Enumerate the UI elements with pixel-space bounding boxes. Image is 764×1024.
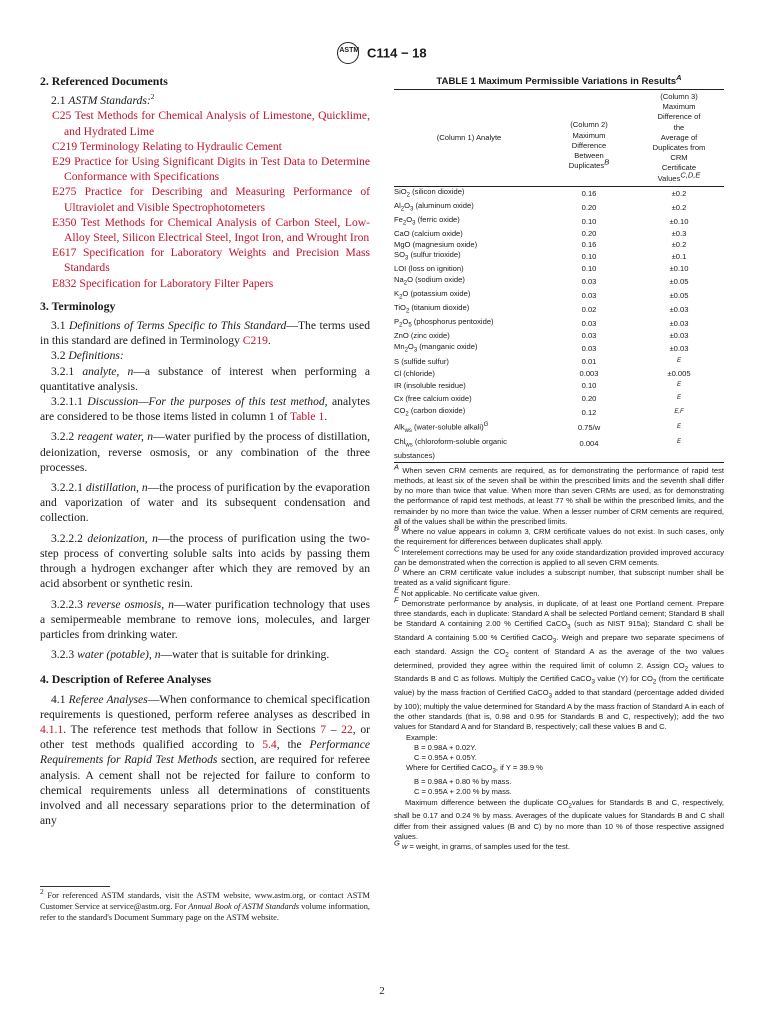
crm-difference-cell: ±0.03 [669,305,689,315]
crm-difference-cell: ±0.05 [669,290,689,300]
max-difference-cell: 0.10 [581,216,597,226]
analyte-cell: Cx (free calcium oxide) [394,394,472,404]
table-row [394,201,724,215]
crm-difference-cell: E [676,381,681,388]
para-3-2-2-1: 3.2.2.1 distillation, n—the process of purification by the evaporation and vaporization of water and its subsequent condensation and collection. [40,481,370,525]
note-e: E Not applicable. No certificate value given. [394,585,540,598]
note-d: D Where an CRM certificate value includes a subscript number, that subscript number shall be treated as a valid significant figure. [394,564,724,588]
table-row [394,317,724,331]
table-row [394,275,724,289]
max-difference-cell: 0.10 [581,252,597,262]
reference-code-link[interactable]: E832 [52,276,77,290]
table-row [394,289,724,303]
reference-item [40,154,370,184]
crm-difference-cell: E [676,395,681,402]
right-column [394,72,725,852]
crm-difference-cell: ±0.2 [671,239,687,249]
crm-difference-cell: ±0.10 [669,216,689,226]
max-difference-cell: 0.02 [581,305,597,315]
table-1-notes [394,462,725,853]
table-1-caption: TABLE 1 Maximum Permissible Variations in Results$^A$ [436,72,682,87]
col-crm-header: (Column 3) Maximum Difference of the Average of Duplicates from CRM Certificate ValuesC,D,E [634,90,724,187]
analyte-cell: MgO (magnesium oxide) [394,239,478,249]
col-duplicates-header: (Column 2) Maximum Difference Between DuplicatesB [544,90,634,187]
reference-title[interactable]: Specification for Laboratory Weights and Precision Mass Standards [64,246,370,275]
example-label: Example: [406,732,438,742]
para-3-2-2-3: 3.2.2.3 reverse osmosis, n—water purification technology that uses a semipermeable membrane to remove ions, molecules, and larger particles from drinking water. [40,597,371,641]
table-row [394,356,724,369]
table-row [394,331,724,342]
equation-b: B = 0.98A + 0.02Y. [414,742,477,752]
note-g: G w = weight, in grams, of samples used for the test. [394,838,570,852]
max-difference-cell: 0.20 [581,202,597,212]
section-4-heading: 4. Description of Referee Analyses [40,672,212,687]
note-b: B Where no value appears in column 3, CRM certificate values do not exist. In such cases, only the requirement for differences between duplicates shall apply. [394,523,724,547]
footnote-rule [40,886,110,887]
footnote-2: 2 For referenced ASTM standards, visit the ASTM website, www.astm.org, or contact ASTM Customer Service at service@astm.org. For Annual Book of ASTM Standards volume information, refer to the standard's Document Summary page on the ASTM website. [40,887,370,922]
col-analyte-header: (Column 1) Analyte [394,90,544,187]
table-row [394,437,724,451]
para-3-2: 3.2 Definitions: [51,349,124,363]
analyte-cell: TiO$_2$ (titanium dioxide) [394,303,470,315]
reference-item [40,245,370,275]
table-row [394,303,724,317]
reference-title[interactable]: Specification for Laboratory Filter Papers [79,276,274,290]
analyte-cell: $CO_2$ (carbon dioxide) [394,406,466,418]
reference-title[interactable]: Test Methods for Chemical Analysis of Limestone, Quicklime, and Hydrated Lime [64,109,370,138]
max-difference-cell: 0.004 [579,438,599,448]
crm-difference-cell: ±0.03 [669,343,689,353]
max-difference-cell: 0.003 [579,369,599,379]
para-3-2-2: 3.2.2 reagent water, n—water purified by the process of distillation, deionization, reverse osmosis, or any combination of the three processes. [40,430,370,474]
table-row [394,369,724,380]
link-5-4[interactable]: 5.4 [262,738,277,752]
reference-code-link[interactable]: E275 [52,185,77,199]
analyte-cell: Cl (chloride) [394,369,435,379]
reference-code-link[interactable]: C25 [52,109,72,123]
reference-list [40,108,370,290]
table-row [394,451,724,462]
link-c219[interactable]: C219 [242,334,268,348]
analyte-cell: substances) [394,451,544,462]
max-difference-cell: 0.20 [581,394,597,404]
reference-title[interactable]: Terminology Relating to Hydraulic Cement [79,139,282,153]
link-4-1-1[interactable]: 4.1.1 [40,722,64,736]
crm-difference-cell: ±0.005 [667,369,691,379]
analyte-cell: Chl$_{ws}$ (chloroform-soluble organic [394,436,507,449]
analyte-cell: Alk$_{ws}$ (water-soluble alkali)$^G$ [394,422,489,435]
crm-difference-cell [634,451,724,462]
equation-c: C = 0.95A + 0.05Y. [414,753,477,763]
link-section-22[interactable]: 22 [341,722,353,736]
para-2-1: 2.1 ASTM Standards:$^2$ [51,92,155,108]
link-section-7[interactable]: 7 [320,722,327,736]
max-difference-cell: 0.12 [581,407,597,417]
table-row [394,240,724,251]
analyte-cell: CaO (calcium oxide) [394,229,463,239]
reference-item [40,276,370,291]
crm-difference-cell: ±0.10 [669,264,689,274]
astm-logo-icon: ASTM [337,42,359,64]
standard-code: C114 − 18 [366,45,427,61]
max-difference-cell: 0.16 [581,239,597,249]
note-c: C Interelement corrections may be used for any oxide standardization provided improved accuracy can be demonstrated when the correction is applied to all seven CRM cements. [394,544,724,567]
para-3-1: 3.1 Definitions of Terms Specific to This Standard—The terms used in this standard are defined in Terminology C219. [40,319,370,348]
analyte-cell: S (sulfide sulfur) [394,357,449,367]
analyte-cell: $Al_2O_3$ (aluminum oxide) [394,200,474,213]
max-difference-cell: 0.03 [581,343,597,353]
crm-difference-cell: ±0.2 [671,202,687,212]
crm-difference-cell: E [676,424,681,431]
max-difference-cell: 0.03 [581,319,597,329]
max-difference-cell: 0.16 [581,188,597,198]
max-difference-cell: 0.10 [581,381,597,391]
table-row [394,264,724,275]
table-1 [394,89,724,463]
reference-code-link[interactable]: E350 [52,215,77,229]
max-difference-cell: 0.75/w [577,423,601,433]
table-row [394,406,724,420]
analyte-cell: SiO$_2$ (silicon dioxide) [394,186,465,199]
max-difference-cell: 0.03 [581,276,597,286]
table-row [394,215,724,229]
max-difference-cell: 0.10 [581,264,597,274]
analyte-cell: IR (insoluble residue) [394,381,466,391]
crm-difference-cell: ±0.03 [669,319,689,329]
table-row [394,229,724,240]
crm-difference-cell: E,F [674,408,684,415]
certified-line: Where for Certified CaCO$_3$, if Y = 39.9 % [406,763,543,775]
section-2-heading: 2. Referenced Documents [40,74,168,88]
para-3-2-1: 3.2.1 analyte, n—a substance of interest when performing a quantitative analysis. [40,364,371,393]
reference-title[interactable]: Practice for Describing and Measuring Performance of Ultraviolet and Visible Spectrophotometers [64,185,370,214]
reference-item [40,108,370,138]
table-row [394,393,724,406]
crm-difference-cell: ±0.2 [671,188,687,198]
table-row [394,250,724,264]
table-row [394,420,724,437]
table-row [394,186,724,201]
reference-title[interactable]: Practice for Using Significant Digits in Test Data to Determine Conformance with Specifications [64,155,370,184]
page-header [0,42,764,64]
reference-item [40,139,370,154]
max-difference-cell [544,451,634,462]
crm-difference-cell: ±0.05 [669,276,689,286]
reference-code-link[interactable]: C219 [52,139,78,153]
reference-title[interactable]: Test Methods for Chemical Analysis of Carbon Steel, Low-Alloy Steel, Silicon Electrical Steel, Ingot Iron, and Wrought Iron [64,215,370,245]
equation-b-value: B = 0.98A + 0.80 % by mass. [414,777,512,787]
para-3-2-3: 3.2.3 water (potable), n—water that is suitable for drinking. [51,648,330,662]
page-number: 2 [379,985,385,997]
crm-difference-cell: E [676,358,681,365]
para-3-2-1-1: 3.2.1.1 Discussion—For the purposes of this test method, analytes are considered to be those items listed in column 1 of Table 1. [40,395,370,424]
para-4-1: 4.1 Referee Analyses—When conformance to chemical specification requirements is questioned, perform referee analyses as described in 4.1.1. The reference test methods that follow in Sections 7 – 22, or other test methods qualified according to 5.4, the Performance Requirements for Rapid Test Methods section, are required for referee analysis. A cement shall not be rejected for failure to conform to chemical requirements unless all determinations of constituents involved and all necessary separations prior to the determination of any [40,692,371,828]
para-3-2-2-2: 3.2.2.2 deionization, n—the process of purification using the two-step process of converting soluble salts into acids by passing them through a hydrogen exchanger after which they are removed by an acid absorbent or synthetic resin. [40,531,371,591]
reference-item [40,184,370,214]
analyte-cell: LOI (loss on ignition) [394,264,464,274]
analyte-cell: $Fe_2O_3$ (ferric oxide) [394,215,460,227]
table-row [394,342,724,356]
note-f: F Demonstrate performance by analysis, in duplicate, of at least one Portland cement. Prepare three standards, each in duplicate: Standard A shall be selected Portland cement; Standard B shall be Standard A containing 2.00 % Certified CaCO$_3$ (such as NIST 915a); Standard C shall be Standard A containing 5.00 % Certified CaCO$_3$. Weigh and prepare two separate specimens of each standard. Assign the $CO_2$ content of Standard A as the average of the two values determined, provided they agree within the required limit of column 2. Assign $CO_2$ values to Standards B and C as follows. Multiply the Certified CaCO$_3$ value (Y) for $CO_2$ (from the certificate value) by the mass fraction of Certified CaCO$_3$ added to that standard (percentage added divided by 100); multiply the value determined for Standard A by the mass fraction of Standard A in each of the other standards (that is, 0.98 and 0.95 for Standards B and C, respectively); add the two values for Standard A and for Standard B, respectively; call these values B and C. [394,595,725,732]
max-difference-cell: 0.03 [581,290,597,300]
section-3-heading: 3. Terminology [40,298,116,313]
crm-difference-cell: ±0.03 [669,331,689,341]
analyte-cell: $SO_3$ (sulfur trioxide) [394,250,461,262]
analyte-cell: $Na_2O$ (sodium oxide) [394,275,465,287]
crm-difference-cell: ±0.3 [671,229,687,239]
reference-code-link[interactable]: E617 [52,246,77,260]
note-a: A When seven CRM cements are required, as for demonstrating the performance of rapid test methods, at least six of the seven shall be within the prescribed limits and the seventh shall differ by no more than twice that value. When more than seven CRMs are used, as for demonstrating the performance of rapid test methods, at least 77 % shall be within the prescribed limits, and the remainder by no more than twice the value. When a lesser number of CRM cements are required, all of the values shall be within the prescribed limits. [394,462,724,526]
left-column [40,74,370,828]
table-row [394,380,724,393]
link-table-1[interactable]: Table 1 [289,410,325,424]
max-difference-cell: 0.03 [581,331,597,341]
analyte-cell: $P_2O_5$ (phosphorus pentoxide) [394,317,494,329]
analyte-cell: ZnO (zinc oxide) [394,331,450,341]
crm-difference-cell: E [676,439,681,446]
max-difference-cell: 0.01 [581,357,597,367]
max-difference-cell: 0.20 [581,229,597,239]
analyte-cell: $K_2O$ (potassium oxide) [394,289,471,301]
analyte-cell: $Mn_2O_3$ (manganic oxide) [394,342,478,354]
equation-c-value: C = 0.95A + 2.00 % by mass. [414,787,512,797]
crm-difference-cell: ±0.1 [671,252,687,262]
max-difference-note: Maximum difference between the duplicate $CO_2values$ for Standards B and C, respectively, shall be 0.17 and 0.24 % by mass. Averages of the duplicate values for Standards B and C shall differ from their assigned values (B and C) by no more than 10 % of those respective assigned values. [394,797,725,841]
reference-item [40,215,370,245]
reference-code-link[interactable]: E29 [52,155,71,169]
